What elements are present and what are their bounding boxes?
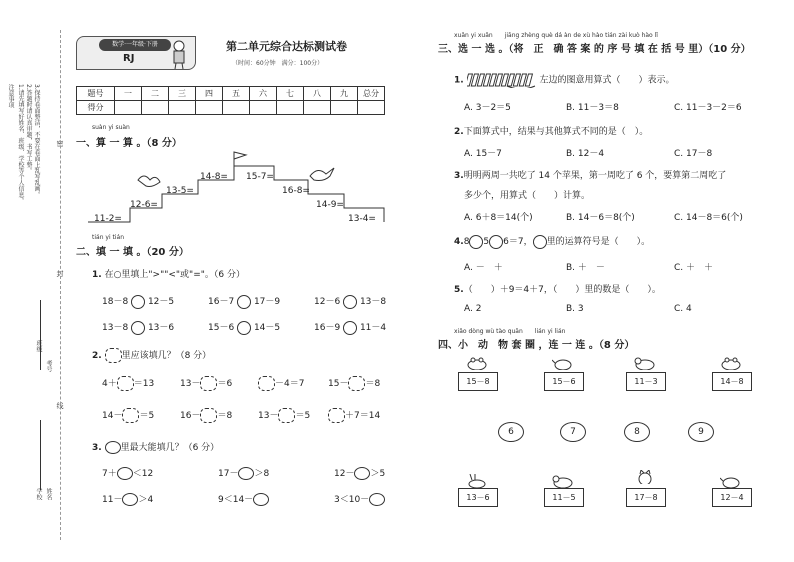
answer-flower[interactable] <box>122 408 139 423</box>
s3-title: 三、选 一 选 。（将 正 确 答 案 的 序 号 填 在 括 号 里）（10 分） <box>438 44 751 55</box>
fill-item: ＋7＝14 <box>328 408 380 423</box>
score-header-cell: 题号 <box>77 87 115 101</box>
option[interactable]: C. 14－8＝6(个) <box>674 213 743 223</box>
s3-q4: 4.8 5 6＝7， 里的运算符号是（ ）。 <box>454 234 650 249</box>
page-subtitle: （时间：60分钟 满分：100分） <box>232 60 324 67</box>
binding-line <box>60 30 61 540</box>
answer-oval[interactable] <box>122 493 138 506</box>
s2-pinyin: tián yi tián <box>92 234 125 241</box>
score-table-score-row <box>77 101 385 115</box>
bird-icon <box>720 474 742 488</box>
top-card[interactable]: 15－8 <box>458 372 498 391</box>
score-header-cell: 三 <box>169 87 196 101</box>
score-table <box>76 86 385 115</box>
option[interactable]: C. 11－3－2＝6 <box>674 103 742 113</box>
score-header-cell: 五 <box>223 87 250 101</box>
fill-item: 13－ ＝5 <box>258 408 310 423</box>
answer-flower[interactable] <box>200 408 217 423</box>
stair-step[interactable]: 14-9= <box>316 200 344 210</box>
kaohao-label: 考号 <box>45 360 52 372</box>
answer-circle[interactable] <box>489 235 503 249</box>
score-cell[interactable] <box>331 101 358 115</box>
class-label: 班级 <box>35 340 42 352</box>
answer-flower[interactable] <box>278 408 295 423</box>
bottom-card[interactable]: 17－8 <box>626 488 666 507</box>
top-card[interactable]: 11－3 <box>626 372 666 391</box>
score-cell[interactable] <box>196 101 223 115</box>
option[interactable]: B. ＋ － <box>566 263 605 273</box>
s4-title: 四、小 动 物 套 圈 ，连 一 连 。（8 分） <box>438 340 635 351</box>
ring-number[interactable]: 9 <box>688 422 714 442</box>
s4-pinyin: xiǎo dòng wù tào quān lián yi lián <box>454 328 566 335</box>
score-cell[interactable] <box>142 101 169 115</box>
boy-mascot-icon <box>169 39 189 69</box>
option[interactable]: B. 3 <box>566 304 584 314</box>
answer-flower[interactable] <box>258 376 275 391</box>
seal-mi: 密 <box>56 140 64 147</box>
compare-item: 12－6 13－8 <box>314 294 386 309</box>
s1-title: 一、算 一 算 。（8 分） <box>76 138 182 149</box>
max-item: 11－ ＞4 <box>102 495 154 505</box>
s3-q5: 5.（ ）＋9＝4＋7，（ ）里的数是（ ）。 <box>454 285 661 295</box>
answer-circle[interactable] <box>131 295 145 309</box>
answer-flower[interactable] <box>200 376 217 391</box>
stair-step[interactable]: 16-8= <box>282 186 310 196</box>
stair-step[interactable]: 13-4= <box>348 214 376 224</box>
stair-step[interactable]: 15-7= <box>246 172 274 182</box>
ring-number[interactable]: 6 <box>498 422 524 442</box>
compare-item: 15－6 14－5 <box>208 320 280 335</box>
score-cell[interactable] <box>223 101 250 115</box>
school-label: 学校 <box>35 488 42 500</box>
option[interactable]: A. 3－2＝5 <box>464 103 511 113</box>
compare-item: 13－8 13－6 <box>102 320 174 335</box>
name-label: 姓名 <box>45 488 52 500</box>
rabbit-icon <box>466 474 488 488</box>
sticks-icon <box>467 72 537 88</box>
bird-icon <box>138 176 160 187</box>
fill-item: 4＋ ＝13 <box>102 376 154 391</box>
score-header-cell: 二 <box>142 87 169 101</box>
answer-oval[interactable] <box>369 493 385 506</box>
answer-oval[interactable] <box>117 467 133 480</box>
score-header-cell: 总分 <box>358 87 385 101</box>
max-item: 3＜10－ <box>334 492 385 506</box>
compare-item: 16－7 17－9 <box>208 294 280 309</box>
s2-q3: 3. 里最大能填几？（6 分） <box>92 443 220 453</box>
max-item: 7＋ ＜12 <box>102 469 154 479</box>
bird-icon <box>552 356 574 370</box>
notes-3: 3.保持卷面整洁，不要在卷面上乱写乱画。 <box>33 84 40 198</box>
score-header-cell: 六 <box>250 87 277 101</box>
stairs-diagram <box>88 150 388 230</box>
edition-label: RJ <box>123 53 135 64</box>
answer-oval[interactable] <box>238 467 254 480</box>
answer-circle[interactable] <box>343 295 357 309</box>
fill-item: 14－ ＝5 <box>102 408 154 423</box>
compare-item: 16－9 11－4 <box>314 320 386 335</box>
max-item: 17－ ＞8 <box>218 469 270 479</box>
option[interactable]: A. － ＋ <box>464 263 503 273</box>
option[interactable]: C. ＋ ＋ <box>674 263 714 273</box>
ring-number[interactable]: 8 <box>624 422 650 442</box>
s3-q3: 3.明明两周一共吃了 14 个苹果，第一周吃了 6 个，要算第二周吃了 <box>454 171 727 181</box>
frog-icon <box>720 356 742 370</box>
s2-title: 二、填 一 填 。（20 分） <box>76 247 189 258</box>
edition-badge <box>76 36 196 70</box>
seal-feng: 封 <box>56 270 64 277</box>
s3-q1: 1. 左边的图意用算式（ ）表示。 <box>454 72 674 88</box>
score-header-cell: 九 <box>331 87 358 101</box>
stair-step[interactable]: 14-8= <box>200 172 228 182</box>
compare-item: 18－8 12－5 <box>102 294 174 309</box>
circle-icon <box>533 235 547 249</box>
score-table-header-row <box>77 87 385 101</box>
max-item: 9＜14－ <box>218 492 269 506</box>
flower-icon <box>105 348 122 363</box>
answer-flower[interactable] <box>328 408 345 423</box>
score-row-label: 得分 <box>77 101 115 115</box>
bottom-card[interactable]: 12－4 <box>712 488 752 507</box>
answer-circle[interactable] <box>237 295 251 309</box>
score-cell[interactable] <box>277 101 304 115</box>
s3-q2: 2.下面算式中，结果与其他算式不同的是（ ）。 <box>454 127 649 137</box>
stair-step[interactable]: 11-2= <box>94 214 122 224</box>
answer-circle[interactable] <box>343 321 357 335</box>
bottom-card[interactable]: 13－6 <box>458 488 498 507</box>
top-card[interactable]: 14－8 <box>712 372 752 391</box>
fill-item: 16－ ＝8 <box>180 408 232 423</box>
top-card[interactable]: 15－6 <box>544 372 584 391</box>
answer-circle[interactable] <box>131 321 145 335</box>
fill-item: 13－ ＝6 <box>180 376 232 391</box>
notes-2: 2.答题时请认真审题，书写工整。 <box>25 84 32 174</box>
answer-flower[interactable] <box>348 376 365 391</box>
score-header-cell: 八 <box>304 87 331 101</box>
score-cell[interactable] <box>250 101 277 115</box>
dog-icon <box>552 474 574 488</box>
option[interactable]: B. 12－4 <box>566 149 605 159</box>
answer-oval[interactable] <box>253 493 269 506</box>
header <box>76 36 396 76</box>
option[interactable]: B. 11－3＝8 <box>566 103 619 113</box>
option[interactable]: C. 4 <box>674 304 692 314</box>
option[interactable]: B. 14－6＝8(个) <box>566 213 635 223</box>
notes-1: 1.请先填写好姓名、班级、学校等个人信息。 <box>17 84 24 204</box>
score-cell[interactable] <box>304 101 331 115</box>
option[interactable]: A. 2 <box>464 304 482 314</box>
answer-circle[interactable] <box>469 235 483 249</box>
s2-q1: 1. 在○里填上">""<"或"="。（6 分） <box>92 270 245 280</box>
bottom-card[interactable]: 11－5 <box>544 488 584 507</box>
score-header-cell: 一 <box>115 87 142 101</box>
fill-item: －4＝7 <box>258 376 304 391</box>
dog-icon <box>634 356 656 370</box>
class-field[interactable] <box>40 300 41 370</box>
answer-flower[interactable] <box>117 376 134 391</box>
score-cell[interactable] <box>115 101 142 115</box>
option[interactable]: C. 17－8 <box>674 149 713 159</box>
option[interactable]: A. 15－7 <box>464 149 502 159</box>
ring-number[interactable]: 7 <box>560 422 586 442</box>
s3-pinyin: xuǎn yi xuǎn jiāng zhèng què dá àn de xù hào tián zài kuò hào lǐ <box>454 32 658 39</box>
max-item: 12－ ＞5 <box>334 469 386 479</box>
swallow-icon <box>310 168 334 181</box>
option[interactable]: A. 6＋8＝14(个) <box>464 213 533 223</box>
stair-step[interactable]: 13-5= <box>166 186 194 196</box>
answer-circle[interactable] <box>237 321 251 335</box>
s1-pinyin: suàn yi suàn <box>92 124 130 131</box>
seal-xian: 线 <box>56 402 64 409</box>
cat-icon <box>634 470 656 484</box>
oval-icon <box>105 441 121 454</box>
score-cell[interactable] <box>358 101 385 115</box>
page-title: 第二单元综合达标测试卷 <box>226 40 347 53</box>
score-header-cell: 四 <box>196 87 223 101</box>
answer-oval[interactable] <box>354 467 370 480</box>
score-header-cell: 七 <box>277 87 304 101</box>
s2-q2: 2. 里应该填几？（8 分） <box>92 348 211 363</box>
frog-icon <box>466 356 488 370</box>
school-field[interactable] <box>40 420 41 490</box>
stair-step[interactable]: 12-6= <box>130 200 158 210</box>
score-cell[interactable] <box>169 101 196 115</box>
s3-q3-line2: 多少个，用算式（ ）计算。 <box>464 191 591 201</box>
notes <box>6 84 14 214</box>
badge-title: 数学·一年级·下册 <box>99 39 171 51</box>
notes-label: 注意事项 <box>7 84 14 108</box>
fill-item: 15－ ＝8 <box>328 376 380 391</box>
